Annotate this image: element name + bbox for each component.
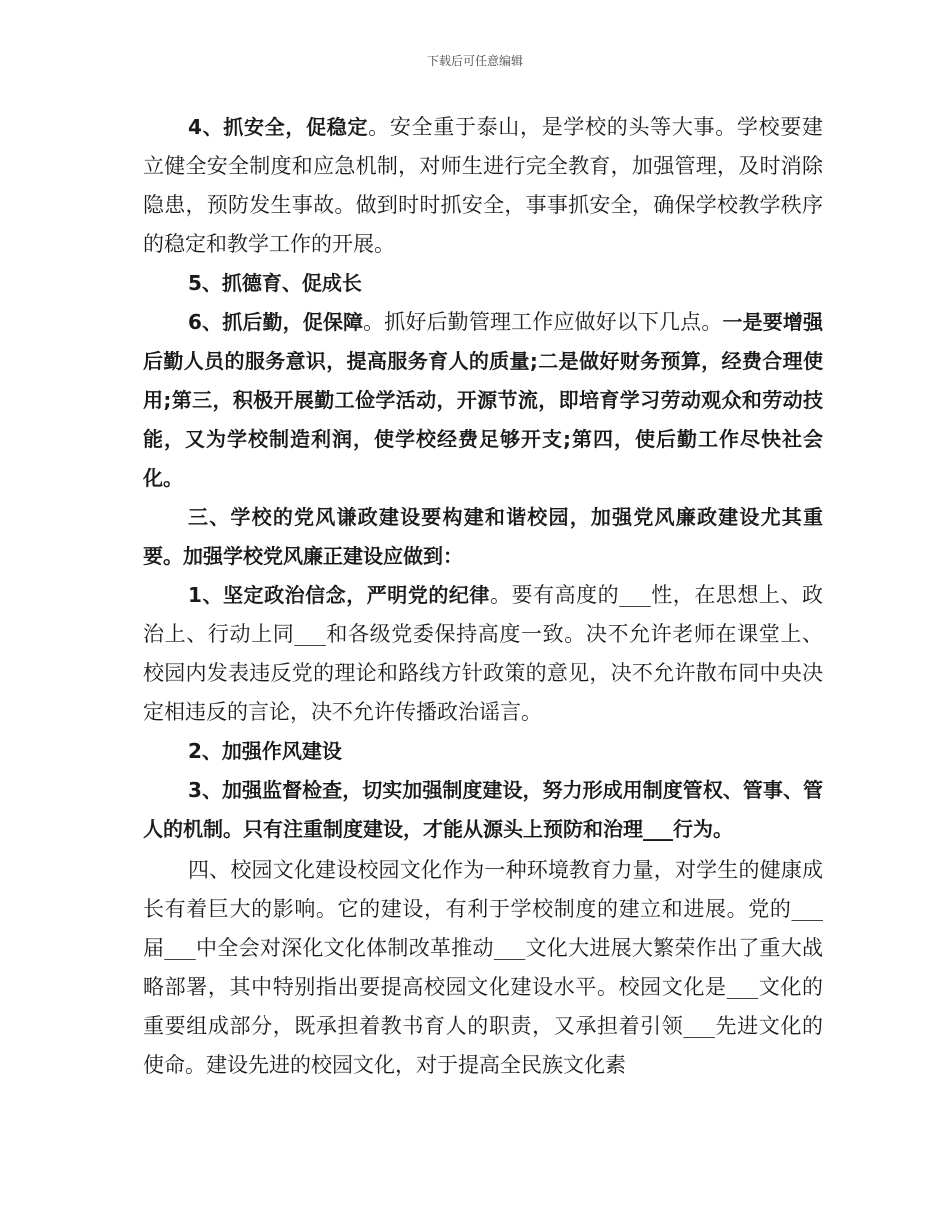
paragraph-political-belief	[143, 576, 823, 732]
paragraph-logistics-heading: 6、抓后勤，促保障	[188, 310, 364, 334]
paragraph-political-belief-heading: 1、坚定政治信念，严明党的纪律	[188, 583, 490, 607]
paragraph-safety	[143, 108, 823, 264]
paragraph-campus-culture: 四、校园文化建设校园文化作为一种环境教育力量，对学生的健康成长有着巨大的影响。它的建设，有利于学校制度的建立和进展。党的___届___中全会对深化文化体制改革推动___文化大进展大繁荣作出了重大战略部署，其中特别指出要提高校园文化建设水平。校园文化是___文化的重要组成部分，既承担着教书育人的职责，又承担着引领___先进文化的使命。建设先进的校园文化，对于提高全民族文化素	[143, 858, 823, 1077]
paragraph-party-conduct: 三、学校的党风谦政建设要构建和谐校园，加强党风廉政建设尤其重要。加强学校党风廉正建设应做到：	[143, 505, 823, 568]
paragraph-logistics-points: 一是要增强后勤人员的服务意识，提高服务育人的质量;二是做好财务预算，经费合理使用;第三，积极开展勤工俭学活动，开源节流，即培育学习劳动观众和劳动技能，又为学校制造利润，使学校经费足够开支;第四，使后勤工作尽快社会化。	[143, 310, 823, 490]
paragraph-moral-education: 5、抓德育、促成长	[188, 271, 362, 295]
page-header: 下载后可任意编辑	[426, 54, 523, 68]
paragraph-logistics-text: 。抓好后勤管理工作应做好以下几点。	[363, 310, 723, 334]
paragraph-logistics	[143, 303, 823, 498]
paragraph-safety-text: 。安全重于泰山，是学校的头等大事。学校要建立健全安全制度和应急机制，对师生进行完全教育，加强管理，及时消除隐患，预防发生事故。做到时时抓安全，事事抓安全，确保学校教学秩序的稳定和教学工作的开展。	[143, 115, 824, 256]
document-body	[143, 108, 823, 1085]
paragraph-work-style: 2、加强作风建设	[188, 739, 342, 763]
paragraph-supervision: 3、加强监督检查，切实加强制度建设，努力形成用制度管权、管事、管人的机制。只有注重制度建设，才能从源头上预防和治理___行为。	[143, 778, 823, 841]
paragraph-safety-heading: 4、抓安全，促稳定	[188, 115, 369, 139]
paragraph-political-belief-text: 。要有高度的___性，在思想上、政治上、行动上同___和各级党委保持高度一致。决不允许老师在课堂上、校园内发表违反党的理论和路线方针政策的意见，决不允许散布同中央决定相违反的言论，决不允许传播政治谣言。	[143, 583, 824, 724]
